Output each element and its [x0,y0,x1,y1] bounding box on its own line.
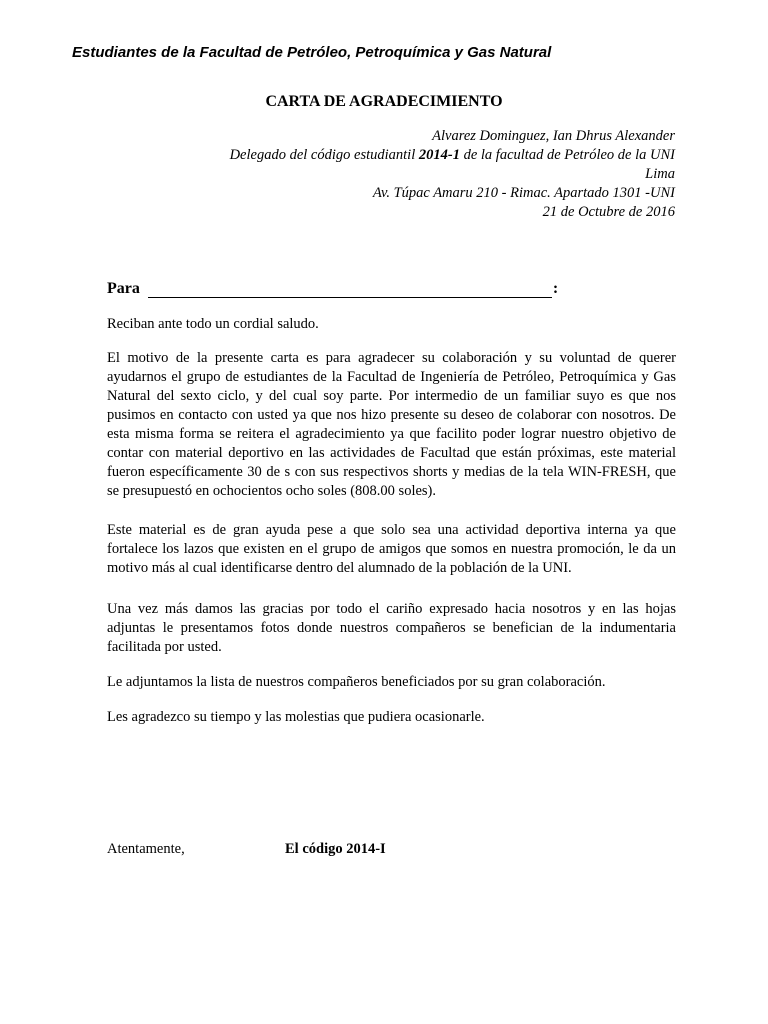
sender-block [230,127,675,222]
recipient-line [107,280,558,298]
recipient-label: Para [107,280,140,297]
letter-title: CARTA DE AGRADECIMIENTO [265,93,503,110]
recipient-blank-underline [148,283,552,298]
closing-salutation: Atentamente, [107,841,185,857]
paragraph-agradezco: Les agradezco su tiempo y las molestias que pudiera ocasionarle. [107,709,485,725]
paragraph-motivo: El motivo de la presente carta es para agradecer su colaboración y su voluntad de querer ayudarnos el grupo de estudiantes de la Facultad de Ingeniería de Petróleo, Petroquímica y Gas Natural del sexto ciclo, y del cual soy parte. Por intermedio de un familiar suyo es que nos pusimos en contacto con usted ya que nos hizo presente su deseo de colaborar con nosotros. De esta misma forma se reitera el agradecimiento ya que facilito poder lograr nuestro objetivo de contar con material deportivo en las actividades de Facultad que están próximas, este material fueron específicamente 30 de s con sus respectivos shorts y medias de la tela WIN-FRESH, que se presupuestó en ochocientos ocho soles (808.00 soles). [107,350,676,499]
recipient-colon: : [552,280,559,297]
paragraph-material: Este material es de gran ayuda pese a que solo sea una actividad deportiva interna ya que fortalece los lazos que existen en el grupo de amigos que somos en nuestra promoción, le da un motivo más al cual identificarse dentro del alumnado de la población de la UNI. [107,522,676,576]
sender-role [230,146,675,165]
closing-signature: El código 2014-I [285,841,386,857]
paragraph-gracias: Una vez más damos las gracias por todo el cariño expresado hacia nosotros y en las hojas adjuntas le presentamos fotos donde nuestros compañeros se benefician de la indumentaria facilitada por usted. [107,601,676,655]
letter-date: 21 de Octubre de 2016 [542,204,675,220]
sender-role-suffix: de la facultad de Petróleo de la UNI [459,147,675,163]
paragraph-adjuntamos: Le adjuntamos la lista de nuestros compañeros beneficiados por su gran colaboración. [107,674,606,690]
sender-address: Av. Túpac Amaru 210 - Rimac. Apartado 1301 -UNI [372,185,675,201]
sender-role-code: 2014-1 [418,147,460,163]
sender-name: Alvarez Dominguez, Ian Dhrus Alexander [432,128,675,144]
greeting: Reciban ante todo un cordial saludo. [107,316,319,332]
sender-city: Lima [645,166,675,182]
faculty-header: Estudiantes de la Facultad de Petróleo, Petroquímica y Gas Natural [72,44,552,61]
sender-role-prefix: Delegado del código estudiantil [229,147,419,163]
